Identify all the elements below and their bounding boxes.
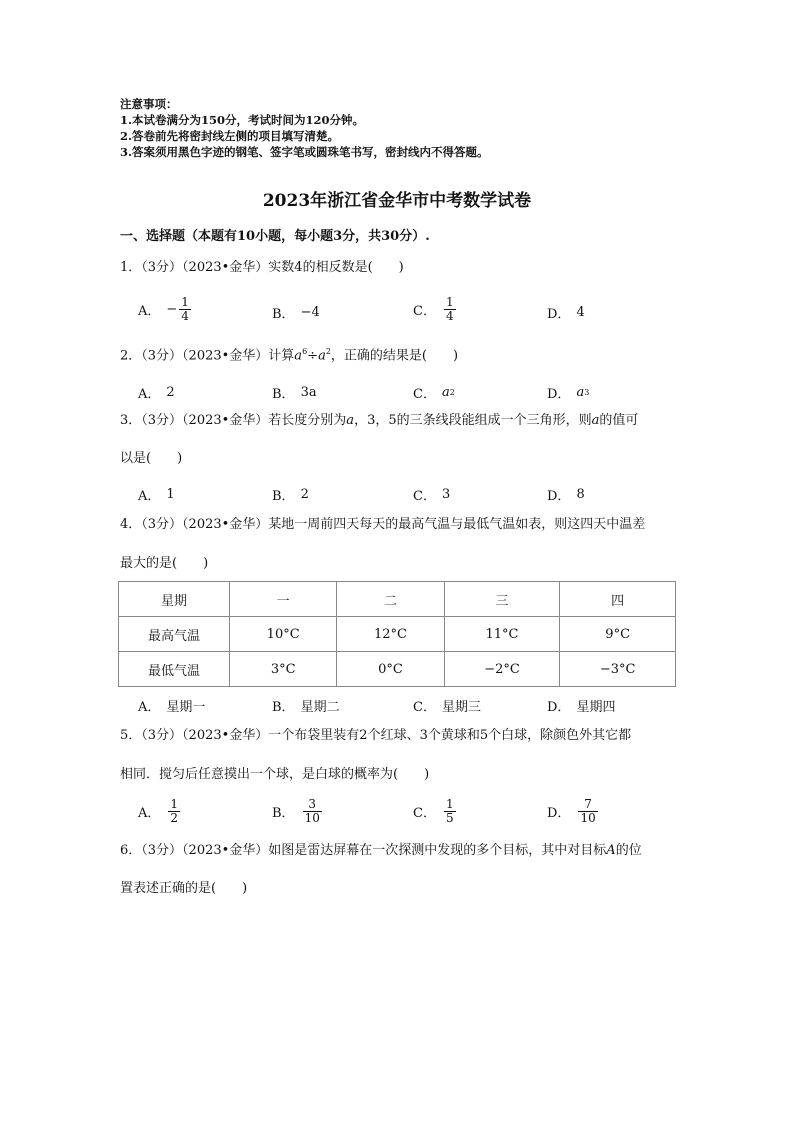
table-cell: 最高气温 xyxy=(119,617,230,652)
question-4-option-d xyxy=(547,696,615,715)
option-text: 星期一 xyxy=(166,700,206,715)
option-label: D． xyxy=(547,387,571,402)
question-6-stem xyxy=(120,840,642,862)
option-label: C． xyxy=(413,304,436,319)
table-cell: 最低气温 xyxy=(119,652,230,687)
denominator: 4 xyxy=(181,309,189,323)
math-exponent: 2 xyxy=(325,347,331,356)
notice-item: 1.本试卷满分为150分，考试时间为120分钟。 xyxy=(120,113,365,127)
notice-block xyxy=(120,96,489,160)
option-text: 3 xyxy=(441,487,451,502)
question-2-option-a xyxy=(138,383,175,402)
numerator: 1 xyxy=(181,295,189,309)
option-label: A． xyxy=(138,387,161,402)
question-3-option-a xyxy=(138,485,175,504)
option-text: 2 xyxy=(166,385,175,400)
denominator: 2 xyxy=(170,811,179,825)
stem-text: 的位 xyxy=(615,843,642,858)
question-2-option-b xyxy=(272,383,317,402)
option-label: C． xyxy=(413,489,436,504)
question-1-option-b xyxy=(272,303,320,322)
fraction xyxy=(168,798,180,825)
numerator: 7 xyxy=(584,797,592,811)
option-label: B． xyxy=(272,307,295,322)
temperature-table xyxy=(118,581,676,687)
option-label: C． xyxy=(413,806,436,821)
option-text: 8 xyxy=(576,487,585,502)
question-5-option-a xyxy=(138,798,182,825)
option-text: 4 xyxy=(576,305,585,320)
table-cell: 12°C xyxy=(337,617,444,652)
math-var: a xyxy=(576,385,585,400)
table-cell: 3°C xyxy=(230,652,337,687)
option-text: 星期四 xyxy=(576,700,616,715)
question-2-stem xyxy=(120,341,458,367)
math-var: A xyxy=(606,843,616,858)
option-label: D． xyxy=(547,700,571,715)
numerator: 1 xyxy=(170,797,179,811)
notice-item: 3.答案须用黑色字迹的钢笔、签字笔或圆珠笔书写，密封线内不得答题。 xyxy=(120,145,489,159)
question-5-option-c xyxy=(413,798,458,825)
fraction xyxy=(578,798,597,825)
fraction xyxy=(179,296,191,323)
option-text: 1 xyxy=(166,487,175,502)
section-heading: 一、选择题（本题有10小题，每小题3分，共30分）. xyxy=(120,229,430,244)
denominator: 10 xyxy=(304,811,320,825)
question-2-option-c xyxy=(413,383,455,402)
math-var: a xyxy=(441,385,450,400)
question-5-option-b xyxy=(272,798,324,825)
table-cell: 9°C xyxy=(560,617,676,652)
numerator: 3 xyxy=(308,797,317,811)
option-label: A． xyxy=(138,806,161,821)
table-cell: 11°C xyxy=(444,617,560,652)
option-label: B． xyxy=(272,387,295,402)
fraction xyxy=(444,296,456,323)
question-3-stem xyxy=(120,410,638,432)
question-4-continuation: 最大的是( ) xyxy=(120,556,209,571)
table-cell: 一 xyxy=(230,582,337,617)
option-text: 星期三 xyxy=(441,700,481,715)
option-label: D． xyxy=(547,489,571,504)
stem-text: ，正确的结果是( ) xyxy=(330,348,459,364)
option-label: B． xyxy=(272,700,295,715)
numerator: 1 xyxy=(445,295,454,309)
exam-title: 2023年浙江省金华市中考数学试卷 xyxy=(262,191,532,211)
question-2-option-d xyxy=(547,383,589,402)
question-3-option-b xyxy=(272,485,309,504)
question-6-continuation: 置表述正确的是( ) xyxy=(120,881,248,896)
question-4-stem: 4．（3分）（2023•金华）某地一周前四天每天的最高气温与最低气温如表，则这四天中温差 xyxy=(120,517,646,532)
option-label: A． xyxy=(138,489,161,504)
table-cell: 星期 xyxy=(119,582,230,617)
question-3-option-c xyxy=(413,485,450,504)
option-label: A． xyxy=(138,304,161,319)
question-5-stem: 5．（3分）（2023•金华）一个布袋里装有2个红球、3个黄球和5个白球，除颜色外其它都 xyxy=(120,728,632,743)
numerator: 1 xyxy=(445,797,454,811)
math-exponent: 6 xyxy=(302,347,308,356)
stem-text: 2．（3分）（2023•金华）计算 xyxy=(120,348,295,364)
option-text: −4 xyxy=(300,305,320,320)
math-operator: ÷ xyxy=(307,348,319,364)
table-header-row xyxy=(119,582,676,617)
question-4-option-c xyxy=(413,696,481,715)
table-cell: −2°C xyxy=(444,652,560,687)
notice-item: 2.答卷前先将密封线左侧的项目填写清楚。 xyxy=(120,129,340,143)
question-3-option-d xyxy=(547,485,585,504)
denominator: 5 xyxy=(445,811,454,825)
stem-text: 3．（3分）（2023•金华）若长度分别为 xyxy=(120,413,347,428)
question-5-continuation: 相同．搅匀后任意摸出一个球，是白球的概率为( ) xyxy=(120,767,430,782)
option-label: C． xyxy=(413,700,436,715)
option-label: D． xyxy=(547,307,571,322)
notice-heading: 注意事项： xyxy=(120,97,178,111)
math-var: a xyxy=(346,413,355,428)
option-label: D． xyxy=(547,806,571,821)
stem-text: 6．（3分）（2023•金华）如图是雷达屏幕在一次探测中发现的多个目标，其中对目标 xyxy=(120,843,607,858)
math-var: a xyxy=(591,413,600,428)
stem-text: 的值可 xyxy=(599,413,639,428)
question-1-option-a xyxy=(138,296,193,323)
stem-text: ，3，5的三条线段能组成一个三角形，则 xyxy=(354,413,592,428)
question-3-continuation: 以是( ) xyxy=(120,451,183,466)
table-row xyxy=(119,617,676,652)
question-1-stem: 1．（3分）（2023•金华）实数4的相反数是( ) xyxy=(120,260,404,275)
math-exponent: 3 xyxy=(584,388,590,397)
question-1-option-d xyxy=(547,303,585,322)
table-cell: 0°C xyxy=(337,652,444,687)
denominator: 4 xyxy=(445,309,454,323)
option-label: A． xyxy=(138,700,161,715)
math-var: a xyxy=(294,348,303,364)
option-text: 3a xyxy=(300,385,317,400)
option-text: 2 xyxy=(300,487,309,502)
option-label: B． xyxy=(272,489,295,504)
table-cell: −3°C xyxy=(560,652,676,687)
question-1-option-c xyxy=(413,296,458,323)
table-cell: 三 xyxy=(444,582,560,617)
table-cell: 二 xyxy=(337,582,444,617)
option-label: C． xyxy=(413,387,436,402)
option-label: B． xyxy=(272,806,295,821)
table-row xyxy=(119,652,676,687)
table-cell: 10°C xyxy=(230,617,337,652)
option-sign: − xyxy=(166,302,178,317)
table-cell: 四 xyxy=(560,582,676,617)
fraction xyxy=(444,798,456,825)
math-var: a xyxy=(318,348,326,364)
fraction xyxy=(303,798,322,825)
question-4-option-b xyxy=(272,696,340,715)
option-text: 星期二 xyxy=(300,700,340,715)
denominator: 10 xyxy=(580,811,596,825)
math-exponent: 2 xyxy=(449,388,455,397)
question-5-option-d xyxy=(547,798,600,825)
question-4-option-a xyxy=(138,696,205,715)
